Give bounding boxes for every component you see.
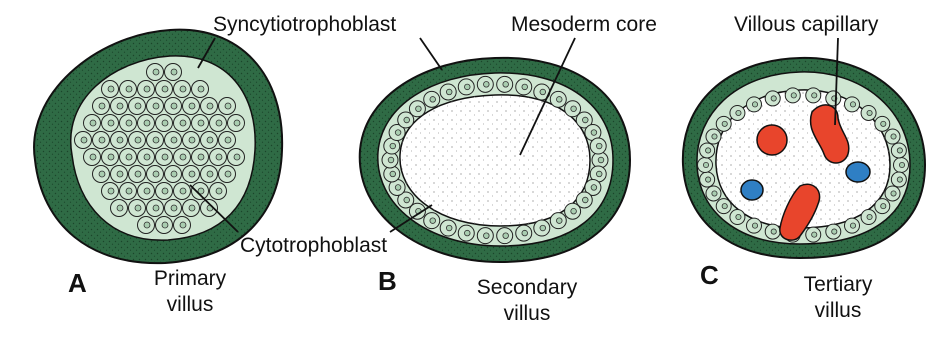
label-mesoderm-core: Mesoderm core [511,13,657,36]
capillary-red-round [757,125,787,155]
cytotrophoblast-cell-nucleus [881,204,886,209]
cytotrophoblast-cell-nucleus [207,103,213,109]
cytotrophoblast-cell-nucleus [484,82,490,88]
cytotrophoblast-cell-nucleus [404,197,410,203]
capillary-blue-left [741,180,763,200]
cytotrophoblast-cell-nucleus [899,162,904,167]
cytotrophoblast-cell-nucleus [712,191,717,196]
cytotrophoblast-cell-nucleus [180,188,186,194]
cytotrophoblast-cell-nucleus [522,230,528,236]
cytotrophoblast-cell-nucleus [736,214,741,219]
cytotrophoblast-cell-nucleus [135,205,141,211]
cytotrophoblast-cell-nucleus [891,191,896,196]
caption-tertiary-line2: villus [814,299,862,323]
cytotrophoblast-cell-nucleus [144,120,150,126]
cytotrophoblast-cell-nucleus [706,177,711,182]
cytotrophoblast-cell-nucleus [216,188,222,194]
cytotrophoblast-cell-nucleus [144,86,150,92]
cytotrophoblast-cell-nucleus [712,134,717,139]
cytotrophoblast-cell-nucleus [162,86,168,92]
cytotrophoblast-cell-nucleus [703,162,708,167]
cytotrophoblast-cell-nucleus [446,225,452,231]
cytotrophoblast-cell-nucleus [722,121,727,126]
cytotrophoblast-cell-nucleus [180,120,186,126]
cytotrophoblast-cell-nucleus [171,137,177,143]
cytotrophoblast-cell-nucleus [162,154,168,160]
caption-primary [150,266,230,319]
cytotrophoblast-cell-nucleus [180,86,186,92]
cytotrophoblast-cell-nucleus [117,137,123,143]
cytotrophoblast-cell-nucleus [153,137,159,143]
cytotrophoblast-cell-nucleus [596,143,602,149]
cytotrophoblast-cell-nucleus [99,103,105,109]
cytotrophoblast-cell-nucleus [598,157,604,163]
cytotrophoblast-cell-nucleus [571,106,577,112]
cytotrophoblast-cell-nucleus [812,232,817,237]
cytotrophoblast-cell-nucleus [81,137,87,143]
cytotrophoblast-cell-nucleus [832,229,837,234]
cytotrophoblast-cell-nucleus [591,185,597,191]
cytotrophoblast-cell-nucleus [216,120,222,126]
cytotrophoblast-cell-nucleus [771,96,776,101]
caption-secondary [462,275,592,328]
cytotrophoblast-cell-nucleus [464,230,470,236]
cytotrophoblast-cell-nucleus [234,154,240,160]
cytotrophoblast-cell-nucleus [736,110,741,115]
cytotrophoblast-cell-nucleus [390,171,396,177]
cytotrophoblast-cell-nucleus [126,120,132,126]
cytotrophoblast-cell-nucleus [189,171,195,177]
cytotrophoblast-cell-nucleus [430,218,436,224]
cytotrophoblast-cell-nucleus [90,120,96,126]
cytotrophoblast-cell-nucleus [171,69,177,75]
cytotrophoblast-cell-nucleus [571,208,577,214]
capillary-blue-right [846,162,870,182]
cytotrophoblast-cell-nucleus [153,205,159,211]
cytotrophoblast-cell-nucleus [126,154,132,160]
cytotrophoblast-cell-nucleus [117,205,123,211]
caption-tertiary-line1: Tertiary [803,273,873,296]
cytotrophoblast-cell-nucleus [207,171,213,177]
caption-primary-line2: villus [166,293,214,317]
cytotrophoblast-cell-nucleus [180,222,186,228]
cytotrophoblast-cell-nucleus [108,188,114,194]
cytotrophoblast-cell-nucleus [390,143,396,149]
cytotrophoblast-cell-nucleus [867,110,872,115]
cytotrophoblast-cell-nucleus [135,137,141,143]
cytotrophoblast-cell-nucleus [126,188,132,194]
cytotrophoblast-cell-nucleus [416,106,422,112]
caption-tertiary [788,272,888,325]
cytotrophoblast-cell-nucleus [881,121,886,126]
cytotrophoblast-cell-nucleus [556,97,562,103]
cytotrophoblast-cell-nucleus [90,154,96,160]
cytotrophoblast-cell-nucleus [395,185,401,191]
cytotrophoblast-cell-nucleus [144,154,150,160]
cytotrophoblast-cell-nucleus [144,222,150,228]
cytotrophoblast-cell-nucleus [522,84,528,90]
cytotrophoblast-cell-nucleus [189,103,195,109]
cytotrophoblast-cell-nucleus [503,233,509,239]
cytotrophoblast-cell-nucleus [171,171,177,177]
cytotrophoblast-cell-nucleus [722,204,727,209]
cytotrophoblast-cell-nucleus [791,93,796,98]
cytotrophoblast-cell-nucleus [446,89,452,95]
cytotrophoblast-cell-nucleus [225,137,231,143]
cytotrophoblast-cell-nucleus [108,120,114,126]
cytotrophoblast-cell-nucleus [582,117,588,123]
label-syncytiotrophoblast: Syncytiotrophoblast [213,13,397,36]
cytotrophoblast-cell-nucleus [153,69,159,75]
cytotrophoblast-cell-nucleus [162,188,168,194]
cytotrophoblast-cell-nucleus [540,89,546,95]
cytotrophoblast-cell-nucleus [135,103,141,109]
cytotrophoblast-cell-nucleus [216,154,222,160]
cytotrophoblast-cell-nucleus [395,130,401,136]
primary-villus [34,30,282,263]
cytotrophoblast-cell-nucleus [850,223,855,228]
cytotrophoblast-cell-nucleus [812,93,817,98]
cytotrophoblast-cell-nucleus [198,154,204,160]
cytotrophoblast-cell-nucleus [171,103,177,109]
cytotrophoblast-cell-nucleus [464,84,470,90]
cytotrophoblast-cell-nucleus [752,102,757,107]
cytotrophoblast-cell-nucleus [404,117,410,123]
cytotrophoblast-cell-nucleus [484,233,490,239]
cytotrophoblast-cell-nucleus [162,120,168,126]
cytotrophoblast-cell-nucleus [162,222,168,228]
cytotrophoblast-cell-nucleus [752,223,757,228]
cytotrophoblast-cell-nucleus [99,137,105,143]
label-villous-capillary: Villous capillary [734,13,879,36]
cytotrophoblast-cell-nucleus [591,130,597,136]
cytotrophoblast-cell-nucleus [189,137,195,143]
cytotrophoblast-cell-nucleus [117,171,123,177]
cytotrophoblast-cell-nucleus [198,120,204,126]
cytotrophoblast-cell-nucleus [198,86,204,92]
cytotrophoblast-cell-nucleus [108,86,114,92]
cytotrophoblast-cell-nucleus [897,177,902,182]
caption-primary-line1: Primary [153,267,227,290]
cytotrophoblast-cell-nucleus [108,154,114,160]
panel-letter-a: A [68,268,87,298]
cytotrophoblast-cell-nucleus [897,148,902,153]
caption-secondary-line1: Secondary [476,276,578,299]
cytotrophoblast-cell-nucleus [867,214,872,219]
cytotrophoblast-cell-nucleus [225,103,231,109]
cytotrophoblast-cell-nucleus [891,134,896,139]
cytotrophoblast-cell-nucleus [135,171,141,177]
leader-syncytio-b [420,38,442,70]
label-cytotrophoblast: Cytotrophoblast [240,234,388,257]
cytotrophoblast-cell-nucleus [144,188,150,194]
cytotrophoblast-cell-nucleus [180,154,186,160]
cytotrophoblast-cell-nucleus [117,103,123,109]
cytotrophoblast-cell-nucleus [171,205,177,211]
cytotrophoblast-cell-nucleus [771,229,776,234]
cytotrophoblast-cell-nucleus [99,171,105,177]
cytotrophoblast-cell-nucleus [207,137,213,143]
cytotrophoblast-cell-nucleus [126,86,132,92]
cytotrophoblast-cell-nucleus [234,120,240,126]
cytotrophoblast-cell-nucleus [153,103,159,109]
panel-letter-c: C [700,260,719,290]
cytotrophoblast-cell-nucleus [556,218,562,224]
cytotrophoblast-cell-nucleus [153,171,159,177]
panel-letter-b: B [378,266,397,296]
cytotrophoblast-cell-nucleus [540,225,546,231]
cytotrophoblast-cell-nucleus [582,197,588,203]
tertiary-villus [683,58,925,258]
cytotrophoblast-cell-nucleus [503,82,509,88]
cytotrophoblast-cell-nucleus [225,171,231,177]
secondary-villus [360,58,630,262]
cytotrophoblast-cell-nucleus [596,171,602,177]
cytotrophoblast-cell-nucleus [388,157,394,163]
cytotrophoblast-cell-nucleus [430,97,436,103]
cytotrophoblast-cell-nucleus [189,205,195,211]
cytotrophoblast-cell-nucleus [706,148,711,153]
caption-secondary-line2: villus [503,302,551,326]
cytotrophoblast-cell-nucleus [850,102,855,107]
